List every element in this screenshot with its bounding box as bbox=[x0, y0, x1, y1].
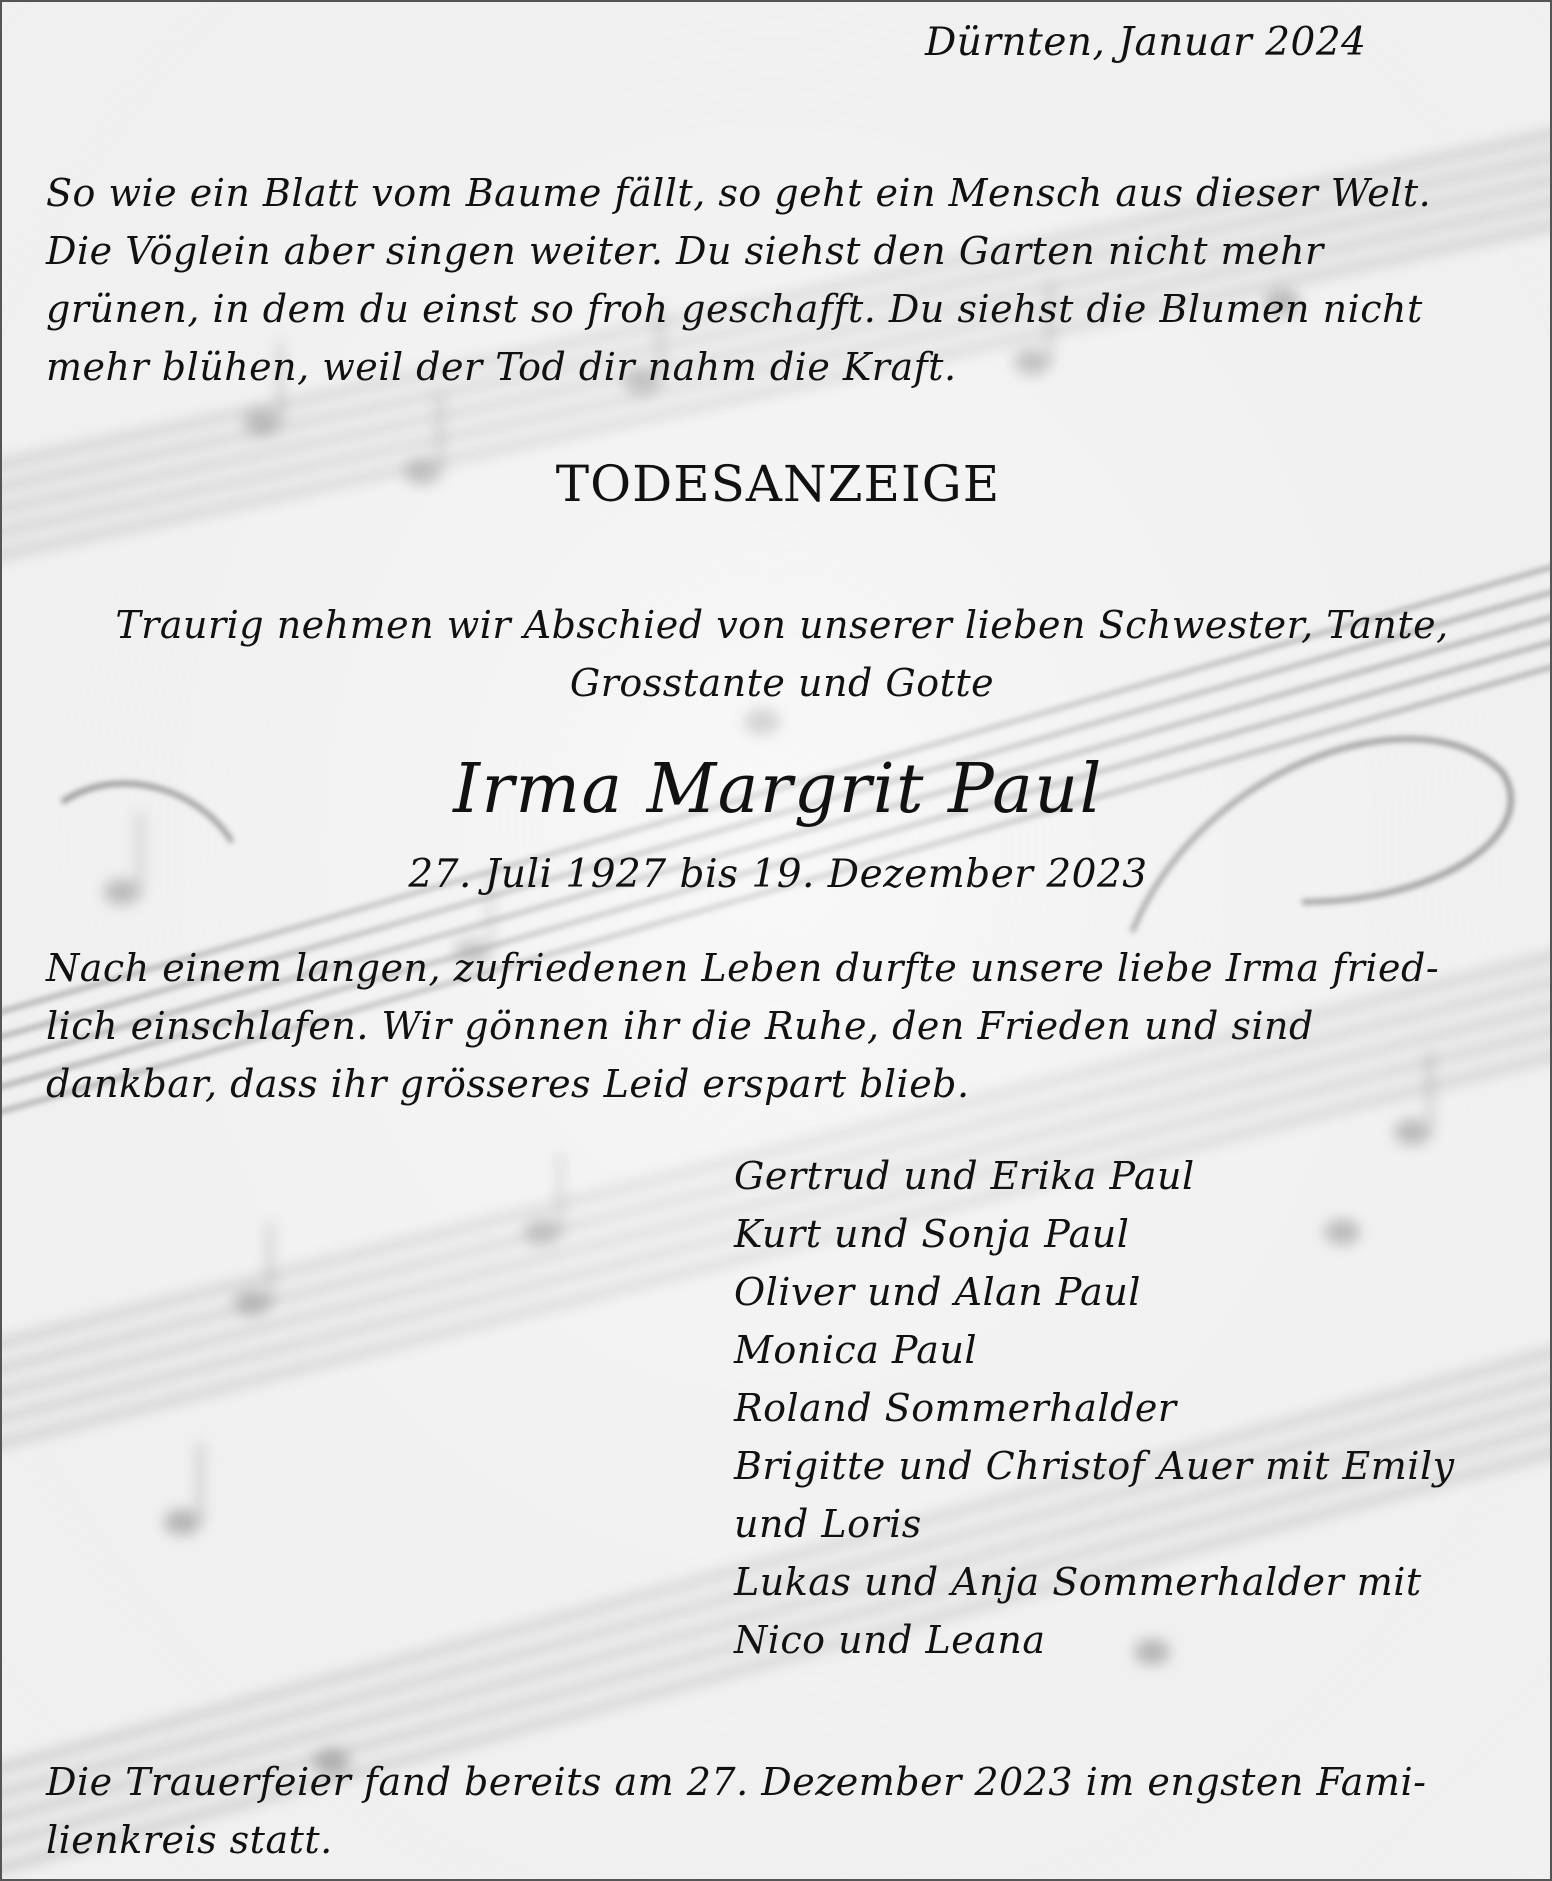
mourner-item: Oliver und Alan Paul bbox=[734, 1270, 1141, 1314]
poem-line: mehr blühen, weil der Tod dir nahm die Kraft. bbox=[46, 345, 957, 389]
message-line: dankbar, dass ihr grösseres Leid erspart blieb. bbox=[46, 1062, 970, 1106]
message-line: Nach einem langen, zufriedenen Leben durfte unsere liebe Irma fried- bbox=[46, 946, 1440, 990]
closing-text bbox=[46, 1753, 1526, 1869]
intro-text bbox=[62, 596, 1502, 712]
place-date: Dürnten, Januar 2024 bbox=[925, 20, 1367, 65]
life-dates: 27. Juli 1927 bis 19. Dezember 2023 bbox=[408, 852, 1148, 897]
mourner-item: Monica Paul bbox=[734, 1328, 978, 1372]
mourner-item: und Loris bbox=[734, 1502, 922, 1546]
mourner-item: Roland Sommerhalder bbox=[734, 1386, 1177, 1430]
mourner-item: Gertrud und Erika Paul bbox=[734, 1154, 1195, 1198]
poem bbox=[46, 164, 1506, 396]
message-text bbox=[46, 939, 1526, 1113]
mourner-item: Brigitte und Christof Auer mit Emily bbox=[734, 1444, 1455, 1488]
closing-line: lienkreis statt. bbox=[46, 1818, 333, 1862]
mourner-item: Nico und Leana bbox=[734, 1618, 1046, 1662]
page-title: TODESANZEIGE bbox=[555, 455, 1001, 513]
poem-line: Die Vöglein aber singen weiter. Du siehst den Garten nicht mehr bbox=[46, 229, 1324, 273]
message-line: lich einschlafen. Wir gönnen ihr die Ruhe, den Frieden und sind bbox=[46, 1004, 1314, 1048]
poem-line: grünen, in dem du einst so froh geschafft. Du siehst die Blumen nicht bbox=[46, 287, 1423, 331]
intro-line: Grosstante und Gotte bbox=[569, 661, 995, 705]
mourner-item: Lukas und Anja Sommerhalder mit bbox=[734, 1560, 1422, 1604]
poem-line: So wie ein Blatt vom Baume fällt, so geht ein Mensch aus dieser Welt. bbox=[46, 171, 1432, 215]
deceased-name: Irma Margrit Paul bbox=[453, 750, 1103, 829]
mourner-item: Kurt und Sonja Paul bbox=[734, 1212, 1130, 1256]
intro-line: Traurig nehmen wir Abschied von unserer lieben Schwester, Tante, bbox=[115, 603, 1449, 647]
mourners-list bbox=[734, 1147, 1534, 1669]
closing-line: Die Trauerfeier fand bereits am 27. Dezember 2023 im engsten Fami- bbox=[46, 1760, 1427, 1804]
